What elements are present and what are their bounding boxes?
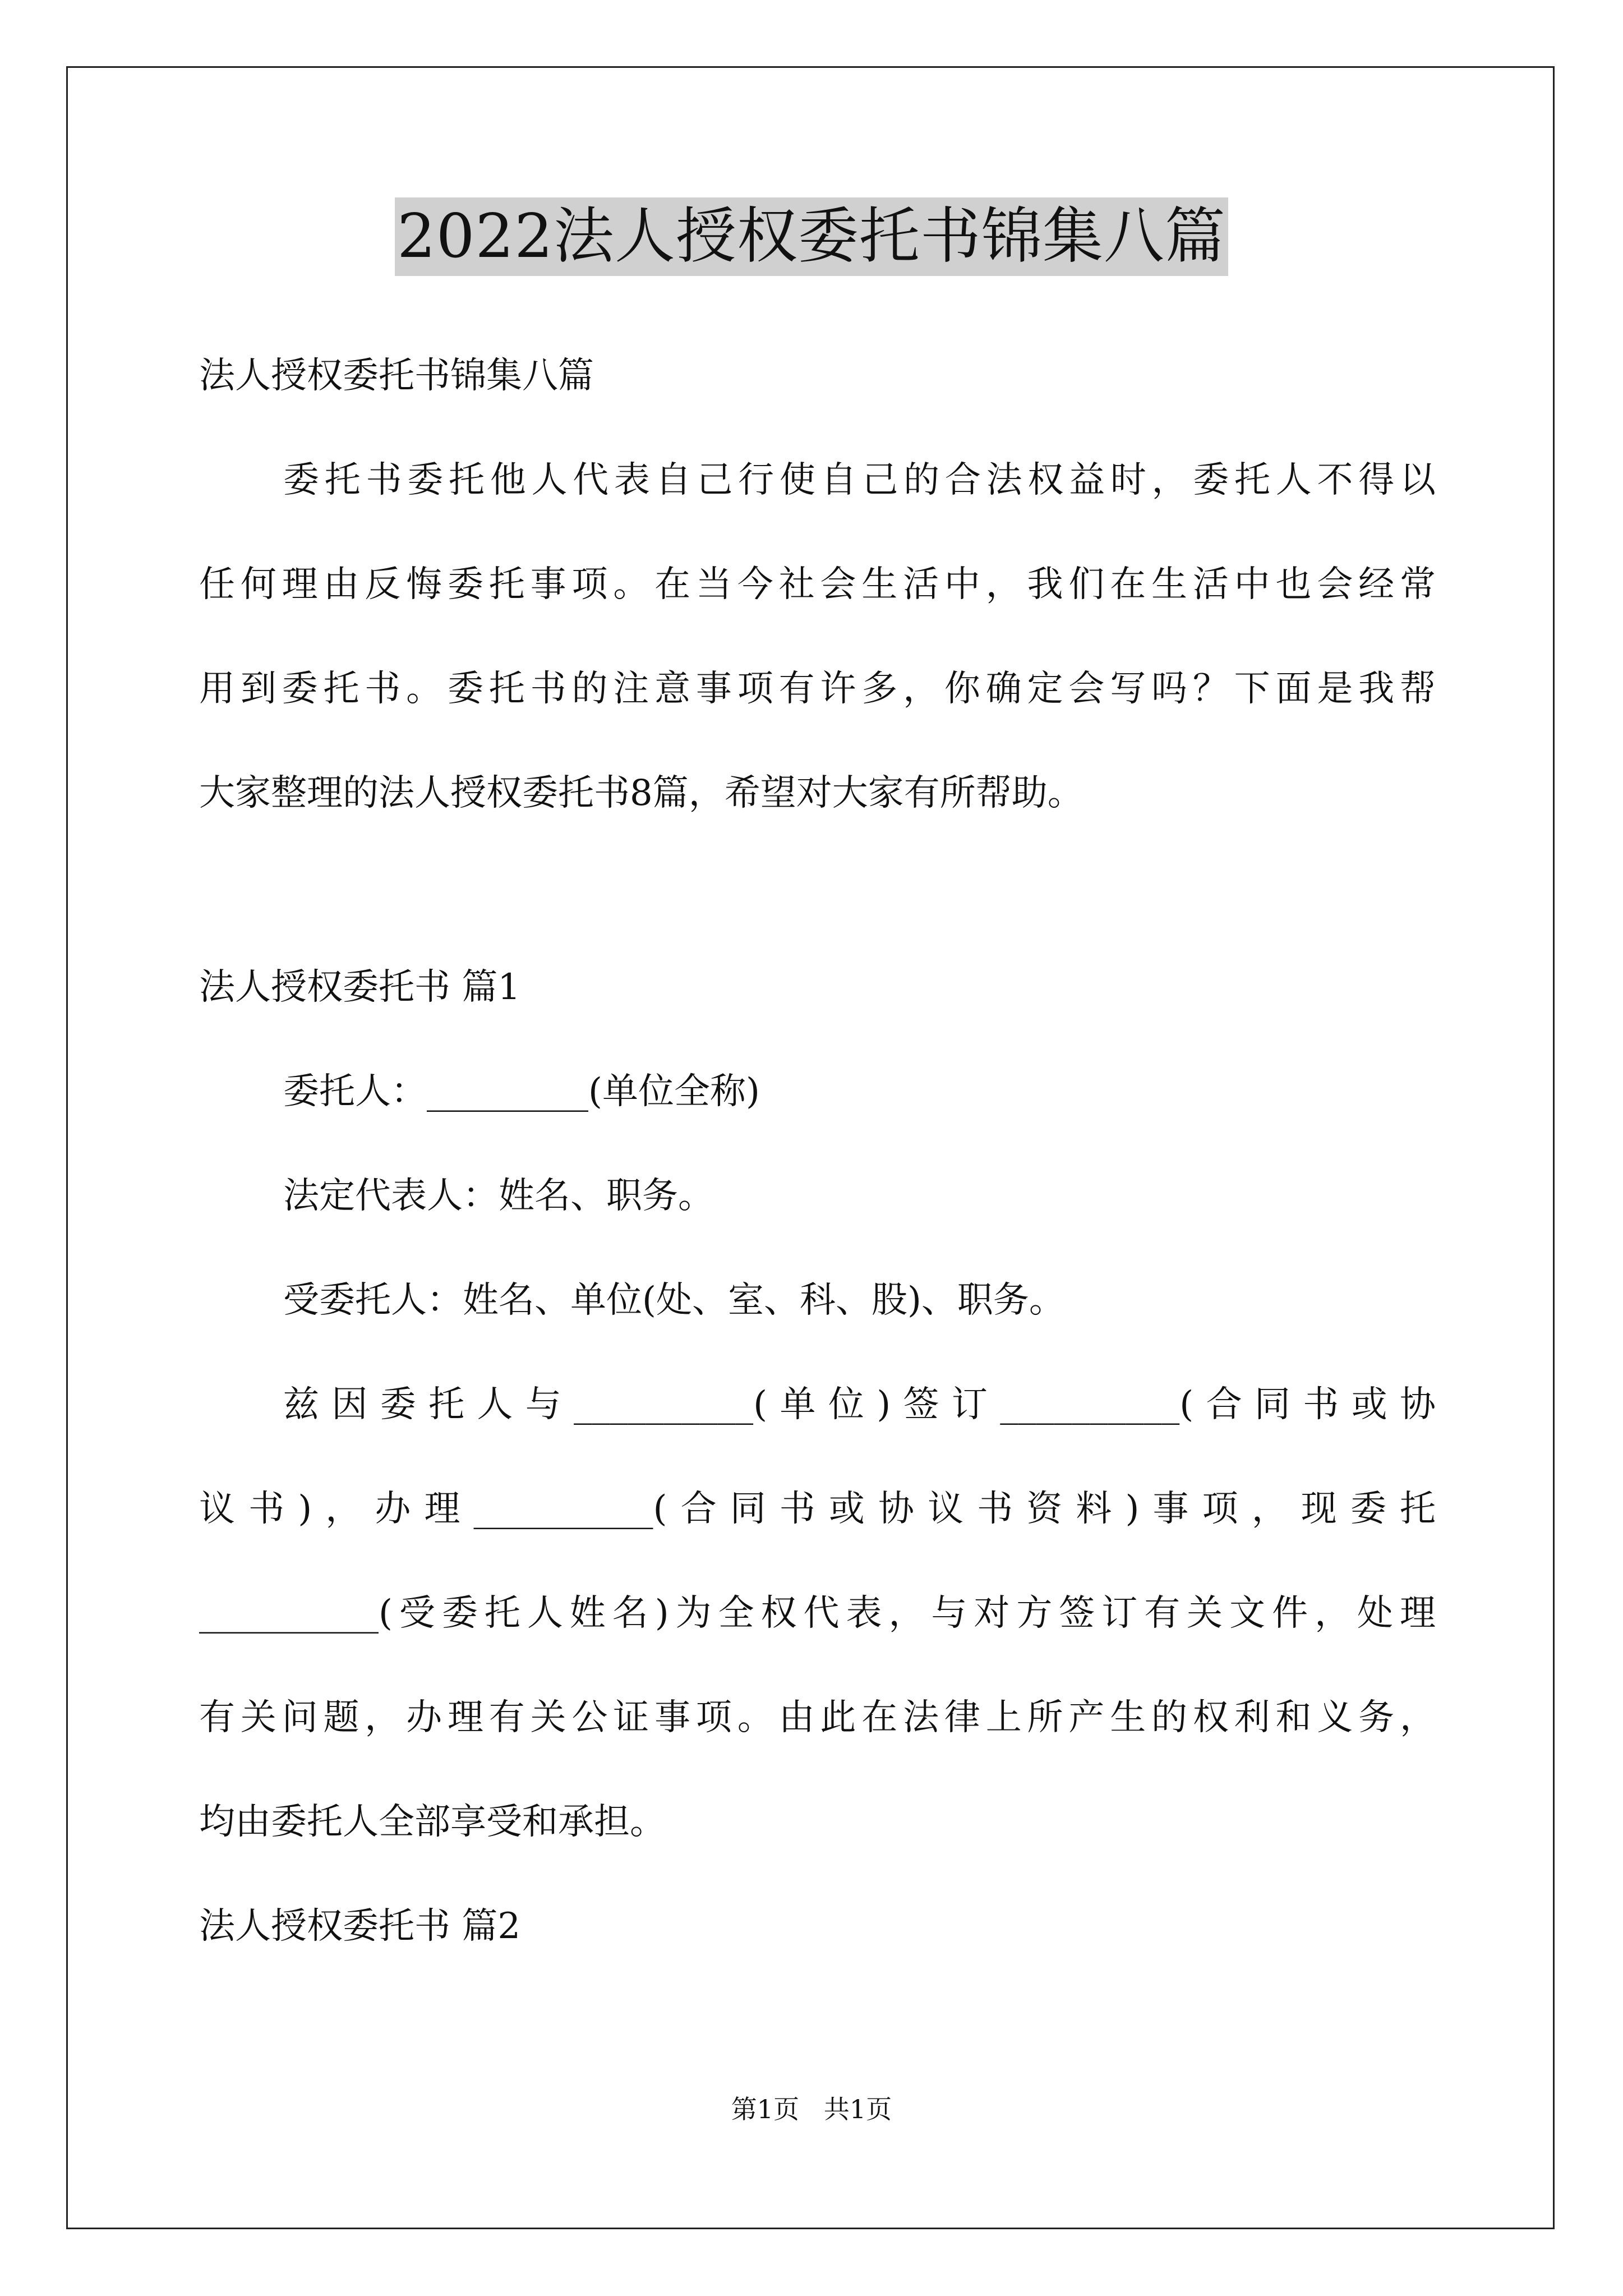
body-line-2: 议书)，办理__________(合同书或协议书资料)事项，现委托 [199,1488,1436,1530]
body-line-5: 均由委托人全部享受和承担。 [199,1801,666,1843]
document-title: 2022法人授权委托书锦集八篇 [395,197,1228,276]
agent-line: 受委托人：姓名、单位(处、室、科、股)、职务。 [283,1280,1065,1321]
intro-line-4: 大家整理的法人授权委托书8篇，希望对大家有所帮助。 [199,772,1083,814]
section-heading-1: 法人授权委托书 篇1 [199,967,521,1008]
section-heading-2: 法人授权委托书 篇2 [199,1906,521,1947]
legal-representative-line: 法定代表人：姓名、职务。 [283,1175,714,1217]
document-body [199,348,1436,2003]
page-footer: 第1页 共1页 [731,2094,892,2124]
intro-line-1: 委托书委托他人代表自己行使自己的合法权益时，委托人不得以 [283,459,1436,501]
subtitle: 法人授权委托书锦集八篇 [199,355,594,397]
title-container [0,197,1623,276]
intro-line-2: 任何理由反悔委托事项。在当今社会生活中，我们在生活中也会经常 [199,564,1436,605]
principal-line: 委托人：_________(单位全称) [283,1071,760,1112]
body-line-4: 有关问题，办理有关公证事项。由此在法律上所产生的权利和义务， [199,1697,1436,1738]
body-line-1: 兹因委托人与__________(单位)签订__________(合同书或协 [283,1384,1436,1425]
body-line-3: __________(受委托人姓名)为全权代表，与对方签订有关文件，处理 [199,1593,1436,1634]
intro-line-3: 用到委托书。委托书的注意事项有许多，你确定会写吗？下面是我帮 [199,668,1436,710]
